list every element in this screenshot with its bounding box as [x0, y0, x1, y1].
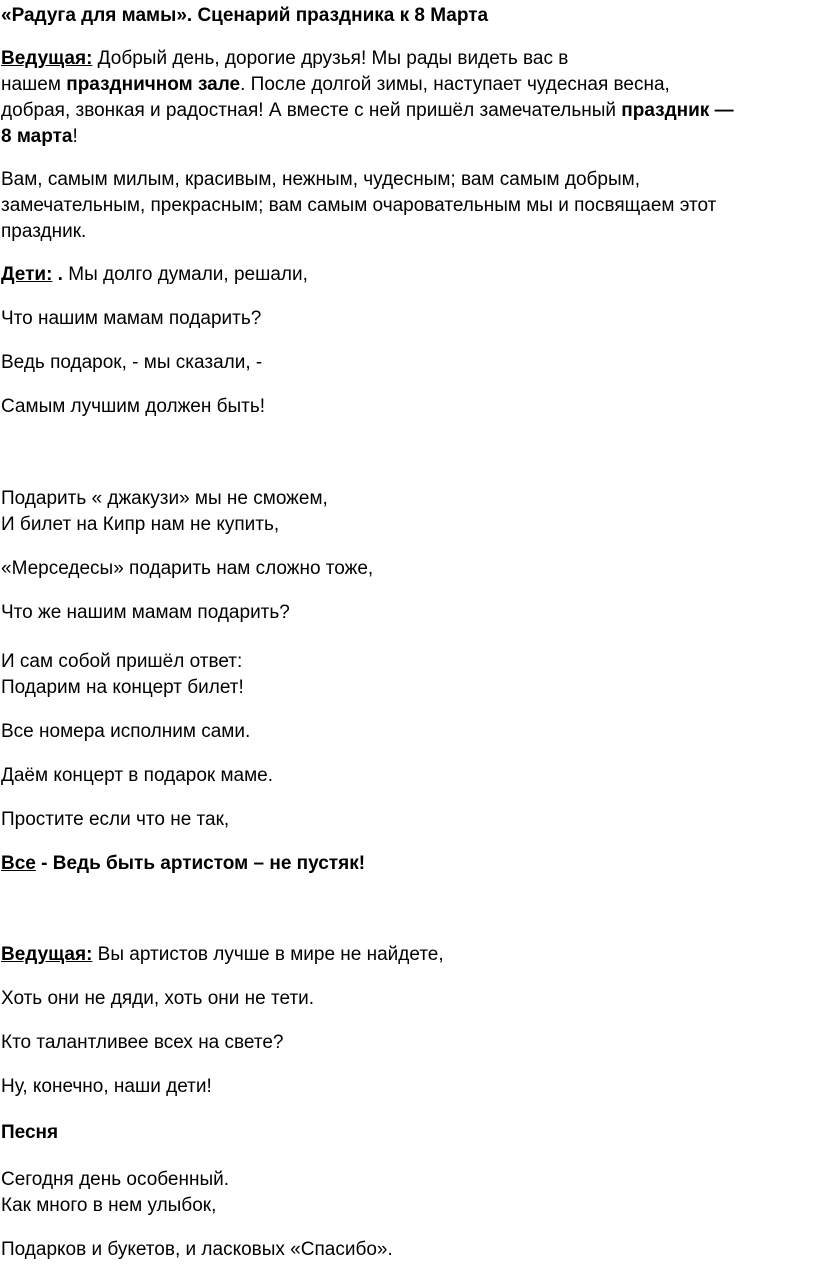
para1-line2: нашем праздничном зале. После долгой зимы, наступает чудесная весна, [1, 74, 670, 95]
all-line: Все - Ведь быть артистом – не пустяк! [1, 853, 366, 874]
para1-line1: Ведущая: Добрый день, дорогие друзья! Мы рады видеть вас в [1, 48, 569, 69]
verse-line: И билет на Кипр нам не купить, [1, 514, 280, 535]
verse-line: Подарков и букетов, и ласковых «Спасибо». [1, 1239, 393, 1260]
verse-line: Как много в нем улыбок, [1, 1195, 217, 1216]
verse-line: Подарить « джакузи» мы не сможем, [1, 488, 328, 509]
verse-line: Кто талантливее всех на свете? [1, 1032, 284, 1053]
verse-line: Ведь подарок, - мы сказали, - [1, 352, 263, 373]
verse-line: Самым лучшим должен быть! [1, 396, 266, 417]
verse-line: «Мерседесы» подарить нам сложно тоже, [1, 558, 374, 579]
speaker-label: Ведущая: [1, 48, 93, 69]
verse-line: Ну, конечно, наши дети! [1, 1076, 212, 1097]
verse-line: Подарим на концерт билет! [1, 677, 244, 698]
song-heading: Песня [1, 1122, 59, 1143]
para2-line3: праздник. [1, 221, 87, 242]
para1-line3: добрая, звонкая и радостная! А вместе с ней пришёл замечательный праздник — [1, 100, 734, 121]
verse-line: Что же нашим мамам подарить? [1, 602, 290, 623]
verse-line: Все номера исполним сами. [1, 721, 251, 742]
host2-line1: Ведущая: Вы артистов лучше в мире не найдете, [1, 944, 444, 965]
children-line1: Дети: . Мы долго думали, решали, [1, 264, 308, 285]
para1-line4: 8 марта! [1, 126, 78, 147]
verse-line: Что нашим мамам подарить? [1, 308, 262, 329]
speaker-label: Все [1, 853, 36, 874]
verse-line: Сегодня день особенный. [1, 1169, 230, 1190]
speaker-label: Ведущая: [1, 944, 93, 965]
speaker-label: Дети: [1, 264, 53, 285]
verse-line: И сам собой пришёл ответ: [1, 651, 243, 672]
verse-line: Хоть они не дяди, хоть они не тети. [1, 988, 315, 1009]
para2-line1: Вам, самым милым, красивым, нежным, чудесным; вам самым добрым, [1, 169, 640, 190]
document-title: «Радуга для мамы». Сценарий праздника к 8 Марта [1, 5, 489, 26]
verse-line: Простите если что не так, [1, 809, 230, 830]
para2-line2: замечательным, прекрасным; вам самым очаровательным мы и посвящаем этот [1, 195, 717, 216]
verse-line: Даём концерт в подарок маме. [1, 765, 274, 786]
